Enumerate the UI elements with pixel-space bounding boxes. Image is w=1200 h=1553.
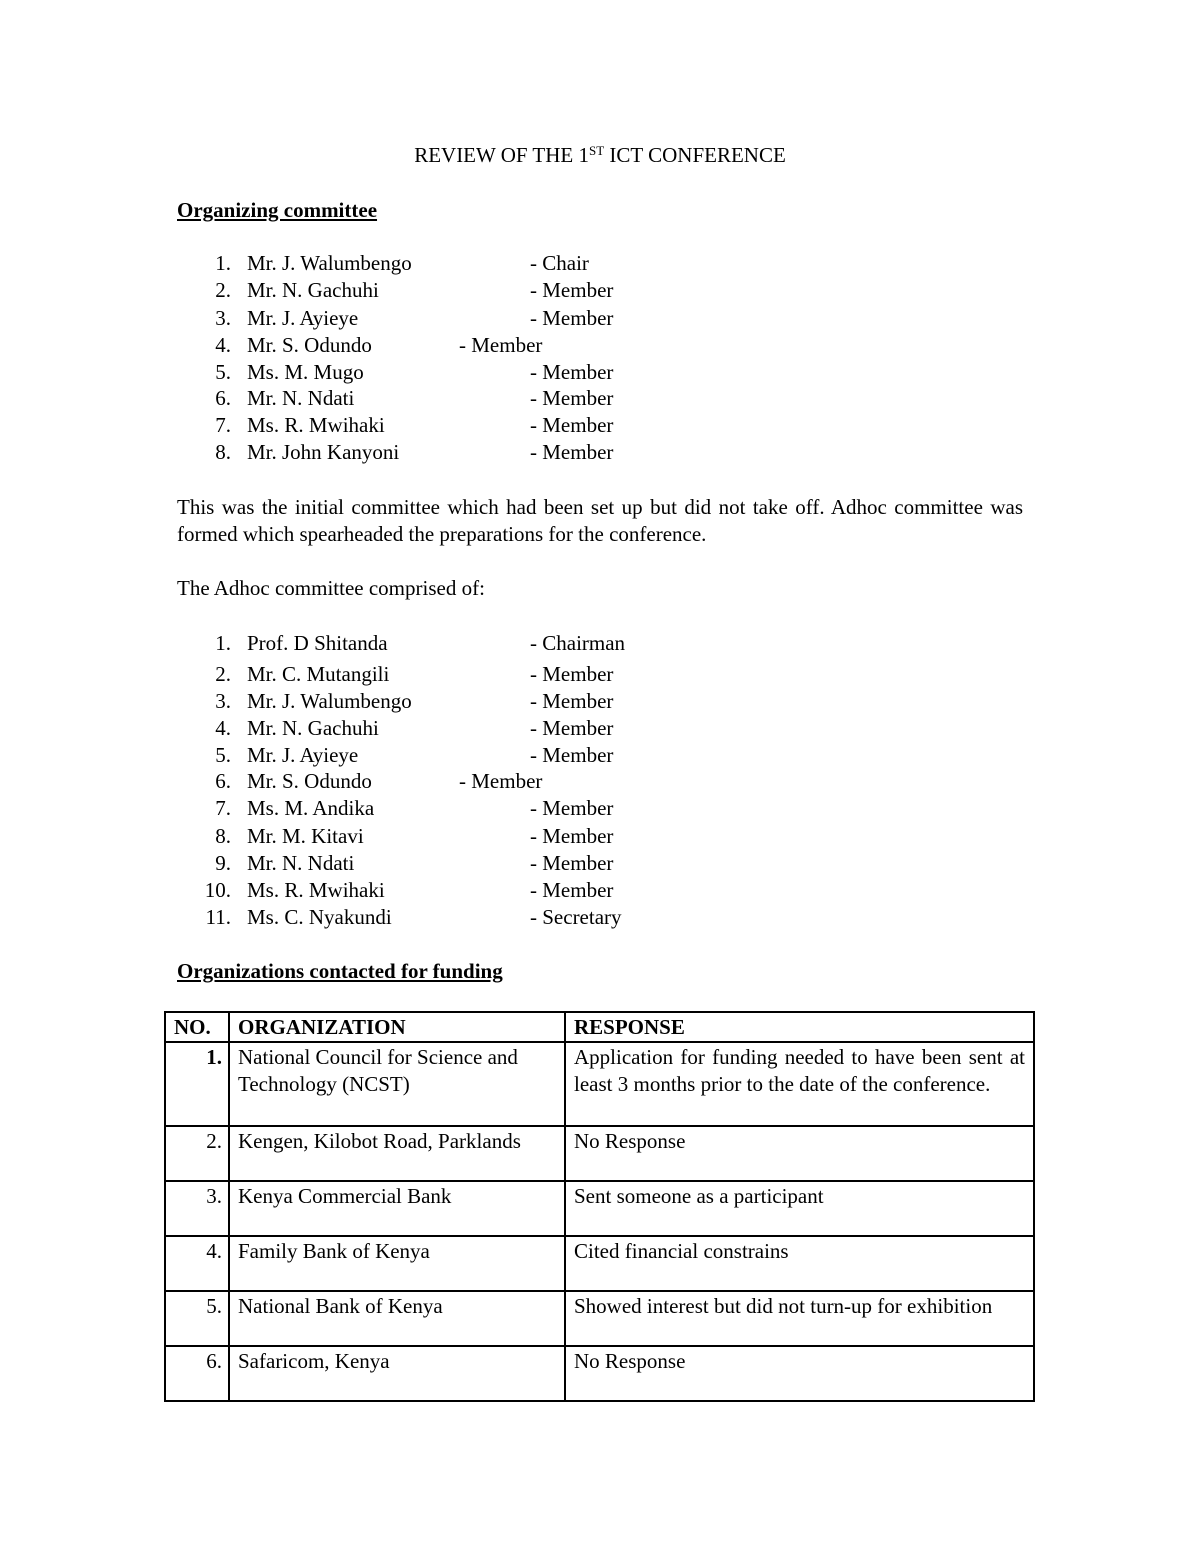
column-header-organization: ORGANIZATION (229, 1012, 565, 1042)
funding-table (164, 1011, 1035, 1402)
adhoc-intro-paragraph: The Adhoc committee comprised of: (177, 576, 485, 600)
column-header-no: NO. (165, 1012, 229, 1042)
document-title: REVIEW OF THE 1ST ICT CONFERENCE (414, 143, 786, 167)
organizing-committee-heading: Organizing committee (177, 198, 378, 222)
table-row: 6. Safaricom, Kenya No Response (165, 1346, 1034, 1401)
column-header-response: RESPONSE (565, 1012, 1034, 1042)
table-row: 5. National Bank of Kenya Showed interest but did not turn-up for exhibition (165, 1291, 1034, 1346)
table-header-row (165, 1012, 1034, 1042)
table-row: 3. Kenya Commercial Bank Sent someone as a participant (165, 1181, 1034, 1236)
table-row: 2. Kengen, Kilobot Road, Parklands No Response (165, 1126, 1034, 1181)
funding-heading: Organizations contacted for funding (177, 959, 503, 983)
table-row: 4. Family Bank of Kenya Cited financial constrains (165, 1236, 1034, 1291)
committee-note-paragraph: This was the initial committee which had been set up but did not take off. Adhoc committee was formed which spearheaded the preparations for the conference. (177, 495, 1023, 546)
table-row: 1. National Council for Science and Technology (NCST) Application for funding needed to have been sent at least 3 months prior to the date of the conference. (165, 1042, 1034, 1126)
